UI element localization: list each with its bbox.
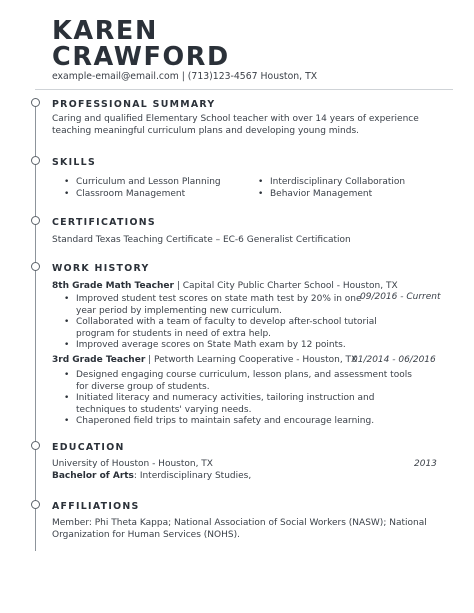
summary-heading: PROFESSIONAL SUMMARY [52,99,216,110]
summary-text [52,114,419,137]
skill-item: • Classroom Management [62,189,221,201]
job-date: 09/2016 - Current [360,292,441,302]
degree-line [52,471,251,483]
certification-text: Standard Texas Teaching Certificate – EC-6 Generalist Certification [52,235,351,245]
job-bullets [62,370,420,428]
job-bullet: • Improved average scores on State Math exam by 12 points. [62,340,414,352]
contact-line: example-email@email.com | (713)123-4567 Houston, TX [52,71,318,82]
skill-item: • Behavior Management [256,189,405,201]
work-timeline-dot [31,262,40,271]
job-bullets [62,317,414,352]
first-name: KAREN [52,16,158,46]
job-bullets [62,294,362,317]
job-date: 01/2014 - 06/2016 [352,355,436,365]
graduation-year: 2013 [414,459,437,469]
job-role: 3rd Grade Teacher [52,355,146,365]
summary-timeline-dot [31,98,40,107]
affiliations-timeline-dot [31,500,40,509]
summary-line: teaching meaningful curriculum plans and developing young minds. [52,125,360,136]
summary-line: Caring and qualified Elementary School teacher with over 14 years of experience [52,114,419,124]
degree-field: : Interdisciplinary Studies, [133,471,252,481]
skills-list-left [62,177,221,200]
job-bullet: • Designed engaging course curriculum, lesson plans, and assessment tools for diverse group of students. [62,370,420,393]
job-employer: | Petworth Learning Cooperative - Houston, TX [145,355,358,365]
affiliations-heading: AFFILIATIONS [52,501,140,512]
job-bullet: • Improved student test scores on state math test by 20% in one year period by implementing new curriculum. [62,294,362,317]
job-title-line [52,355,357,367]
header-divider [35,89,453,90]
affiliations-line: Organization for Human Services (NOHS). [52,529,240,540]
skills-list-right [256,177,405,200]
job-bullet: • Collaborated with a team of faculty to develop after-school tutorial program for students in need of extra help. [62,317,414,340]
skills-timeline-dot [31,156,40,165]
timeline-line [35,103,36,551]
job-title-line [52,281,398,293]
skill-item: • Curriculum and Lesson Planning [62,177,221,189]
work-history-heading: WORK HISTORY [52,263,150,274]
job-employer: | Capital City Public Charter School - Houston, TX [173,281,398,291]
affiliations-text [52,518,427,541]
skills-heading: SKILLS [52,157,97,168]
job-role: 8th Grade Math Teacher [52,281,174,291]
school-name: University of Houston - Houston, TX [52,459,213,469]
education-heading: EDUCATION [52,442,125,453]
last-name: CRAWFORD [52,42,230,72]
skill-item: • Interdisciplinary Collaboration [256,177,405,189]
job-bullet: • Chaperoned field trips to maintain safety and encourage learning. [62,416,420,428]
degree-label: Bachelor of Arts [52,471,134,481]
education-timeline-dot [31,441,40,450]
affiliations-line: Member: Phi Theta Kappa; National Association of Social Workers (NASW); National [52,518,427,528]
certifications-timeline-dot [31,216,40,225]
certifications-heading: CERTIFICATIONS [52,217,156,228]
job-bullet: • Initiated literacy and numeracy activities, tailoring instruction and techniques to students' varying needs. [62,393,420,416]
